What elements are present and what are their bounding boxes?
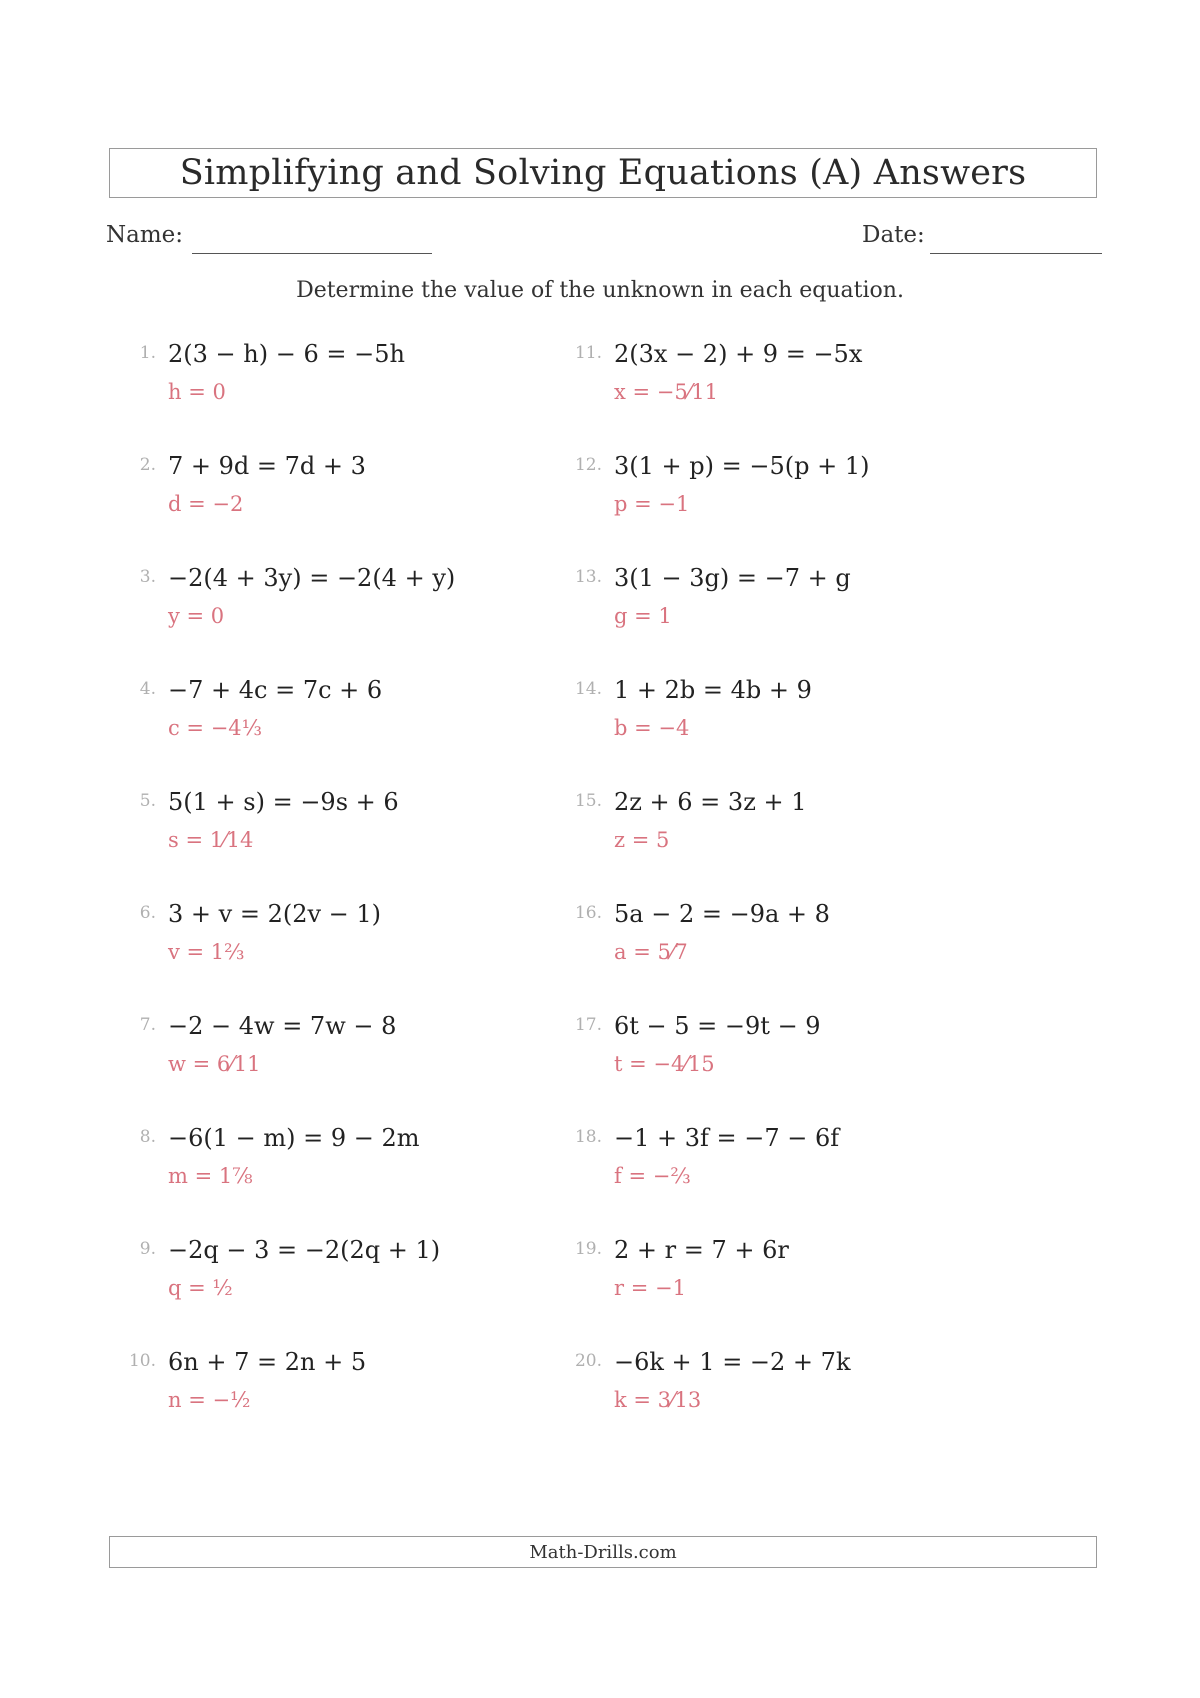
problem-answer: v = 1⅔ bbox=[168, 940, 245, 964]
problem-answer: s = 1⁄14 bbox=[168, 828, 254, 852]
problem-item bbox=[562, 1348, 1002, 1438]
problem-equation: 6n + 7 = 2n + 5 bbox=[168, 1348, 367, 1376]
problem-item bbox=[562, 788, 1002, 878]
problem-equation: −6k + 1 = −2 + 7k bbox=[614, 1348, 851, 1376]
problem-answer: y = 0 bbox=[168, 604, 225, 628]
problem-item bbox=[562, 1124, 1002, 1214]
problem-answer: d = −2 bbox=[168, 492, 244, 516]
worksheet-title: Simplifying and Solving Equations (A) Answers bbox=[179, 153, 1027, 193]
problem-number: 16. bbox=[574, 903, 602, 923]
problem-answer: g = 1 bbox=[614, 604, 672, 628]
problem-answer: a = 5⁄7 bbox=[614, 940, 688, 964]
problem-item bbox=[116, 1124, 556, 1214]
problem-item bbox=[116, 900, 556, 990]
problem-answer: k = 3⁄13 bbox=[614, 1388, 702, 1412]
problem-equation: 5a − 2 = −9a + 8 bbox=[614, 900, 830, 928]
problem-answer: x = −5⁄11 bbox=[614, 380, 718, 404]
problem-answer: w = 6⁄11 bbox=[168, 1052, 261, 1076]
problem-number: 4. bbox=[139, 679, 156, 699]
problem-item bbox=[116, 1236, 556, 1326]
problem-answer: c = −4⅓ bbox=[168, 716, 263, 740]
footer-box bbox=[109, 1536, 1097, 1568]
name-label: Name: bbox=[106, 222, 184, 248]
problem-equation: 7 + 9d = 7d + 3 bbox=[168, 452, 366, 480]
problem-number: 3. bbox=[139, 567, 156, 587]
name-input-line[interactable] bbox=[192, 253, 432, 254]
problem-number: 12. bbox=[574, 455, 602, 475]
date-input-line[interactable] bbox=[930, 253, 1102, 254]
problem-answer: m = 1⅞ bbox=[168, 1164, 253, 1188]
problem-item bbox=[116, 1348, 556, 1438]
problem-number: 10. bbox=[128, 1351, 156, 1371]
problem-number: 8. bbox=[139, 1127, 156, 1147]
problem-item bbox=[116, 340, 556, 430]
problem-equation: −1 + 3f = −7 − 6f bbox=[614, 1124, 840, 1152]
instructions: Determine the value of the unknown in each equation. bbox=[296, 278, 904, 303]
problem-equation: 2 + r = 7 + 6r bbox=[614, 1236, 789, 1264]
problem-number: 6. bbox=[139, 903, 156, 923]
problem-equation: 2z + 6 = 3z + 1 bbox=[614, 788, 807, 816]
problem-number: 9. bbox=[139, 1239, 156, 1259]
problem-number: 1. bbox=[139, 343, 156, 363]
problem-item bbox=[116, 788, 556, 878]
problem-answer: r = −1 bbox=[614, 1276, 686, 1300]
problem-answer: t = −4⁄15 bbox=[614, 1052, 715, 1076]
problem-equation: −7 + 4c = 7c + 6 bbox=[168, 676, 383, 704]
problem-equation: 3(1 + p) = −5(p + 1) bbox=[614, 452, 870, 480]
problem-number: 13. bbox=[574, 567, 602, 587]
problem-number: 18. bbox=[574, 1127, 602, 1147]
problem-number: 7. bbox=[139, 1015, 156, 1035]
problem-item bbox=[562, 340, 1002, 430]
date-label: Date: bbox=[862, 222, 925, 248]
problem-item bbox=[562, 564, 1002, 654]
problem-item bbox=[116, 452, 556, 542]
problem-equation: −6(1 − m) = 9 − 2m bbox=[168, 1124, 420, 1152]
problem-item bbox=[116, 1012, 556, 1102]
problem-equation: 1 + 2b = 4b + 9 bbox=[614, 676, 812, 704]
problem-equation: −2 − 4w = 7w − 8 bbox=[168, 1012, 397, 1040]
problem-equation: −2q − 3 = −2(2q + 1) bbox=[168, 1236, 441, 1264]
problem-equation: 2(3 − h) − 6 = −5h bbox=[168, 340, 405, 368]
problem-item bbox=[562, 1236, 1002, 1326]
problem-equation: 3 + v = 2(2v − 1) bbox=[168, 900, 382, 928]
problem-item bbox=[116, 564, 556, 654]
problem-number: 15. bbox=[574, 791, 602, 811]
problem-number: 14. bbox=[574, 679, 602, 699]
problem-item bbox=[562, 900, 1002, 990]
problem-number: 17. bbox=[574, 1015, 602, 1035]
problem-answer: b = −4 bbox=[614, 716, 690, 740]
problem-answer: z = 5 bbox=[614, 828, 670, 852]
problem-number: 5. bbox=[139, 791, 156, 811]
problem-answer: p = −1 bbox=[614, 492, 690, 516]
problem-answer: n = −½ bbox=[168, 1388, 251, 1412]
problem-answer: f = −⅔ bbox=[614, 1164, 691, 1188]
problem-number: 20. bbox=[574, 1351, 602, 1371]
problem-equation: −2(4 + 3y) = −2(4 + y) bbox=[168, 564, 456, 592]
problem-equation: 6t − 5 = −9t − 9 bbox=[614, 1012, 821, 1040]
problem-answer: q = ½ bbox=[168, 1276, 233, 1300]
problem-number: 19. bbox=[574, 1239, 602, 1259]
problem-item bbox=[562, 1012, 1002, 1102]
problem-answer: h = 0 bbox=[168, 380, 226, 404]
title-box bbox=[109, 148, 1097, 198]
problem-number: 2. bbox=[139, 455, 156, 475]
problem-item bbox=[116, 676, 556, 766]
footer-site-name: Math-Drills.com bbox=[529, 1541, 677, 1563]
problem-equation: 3(1 − 3g) = −7 + g bbox=[614, 564, 851, 592]
problem-equation: 5(1 + s) = −9s + 6 bbox=[168, 788, 399, 816]
problem-equation: 2(3x − 2) + 9 = −5x bbox=[614, 340, 863, 368]
problem-item bbox=[562, 452, 1002, 542]
problem-item bbox=[562, 676, 1002, 766]
problem-number: 11. bbox=[574, 343, 602, 363]
